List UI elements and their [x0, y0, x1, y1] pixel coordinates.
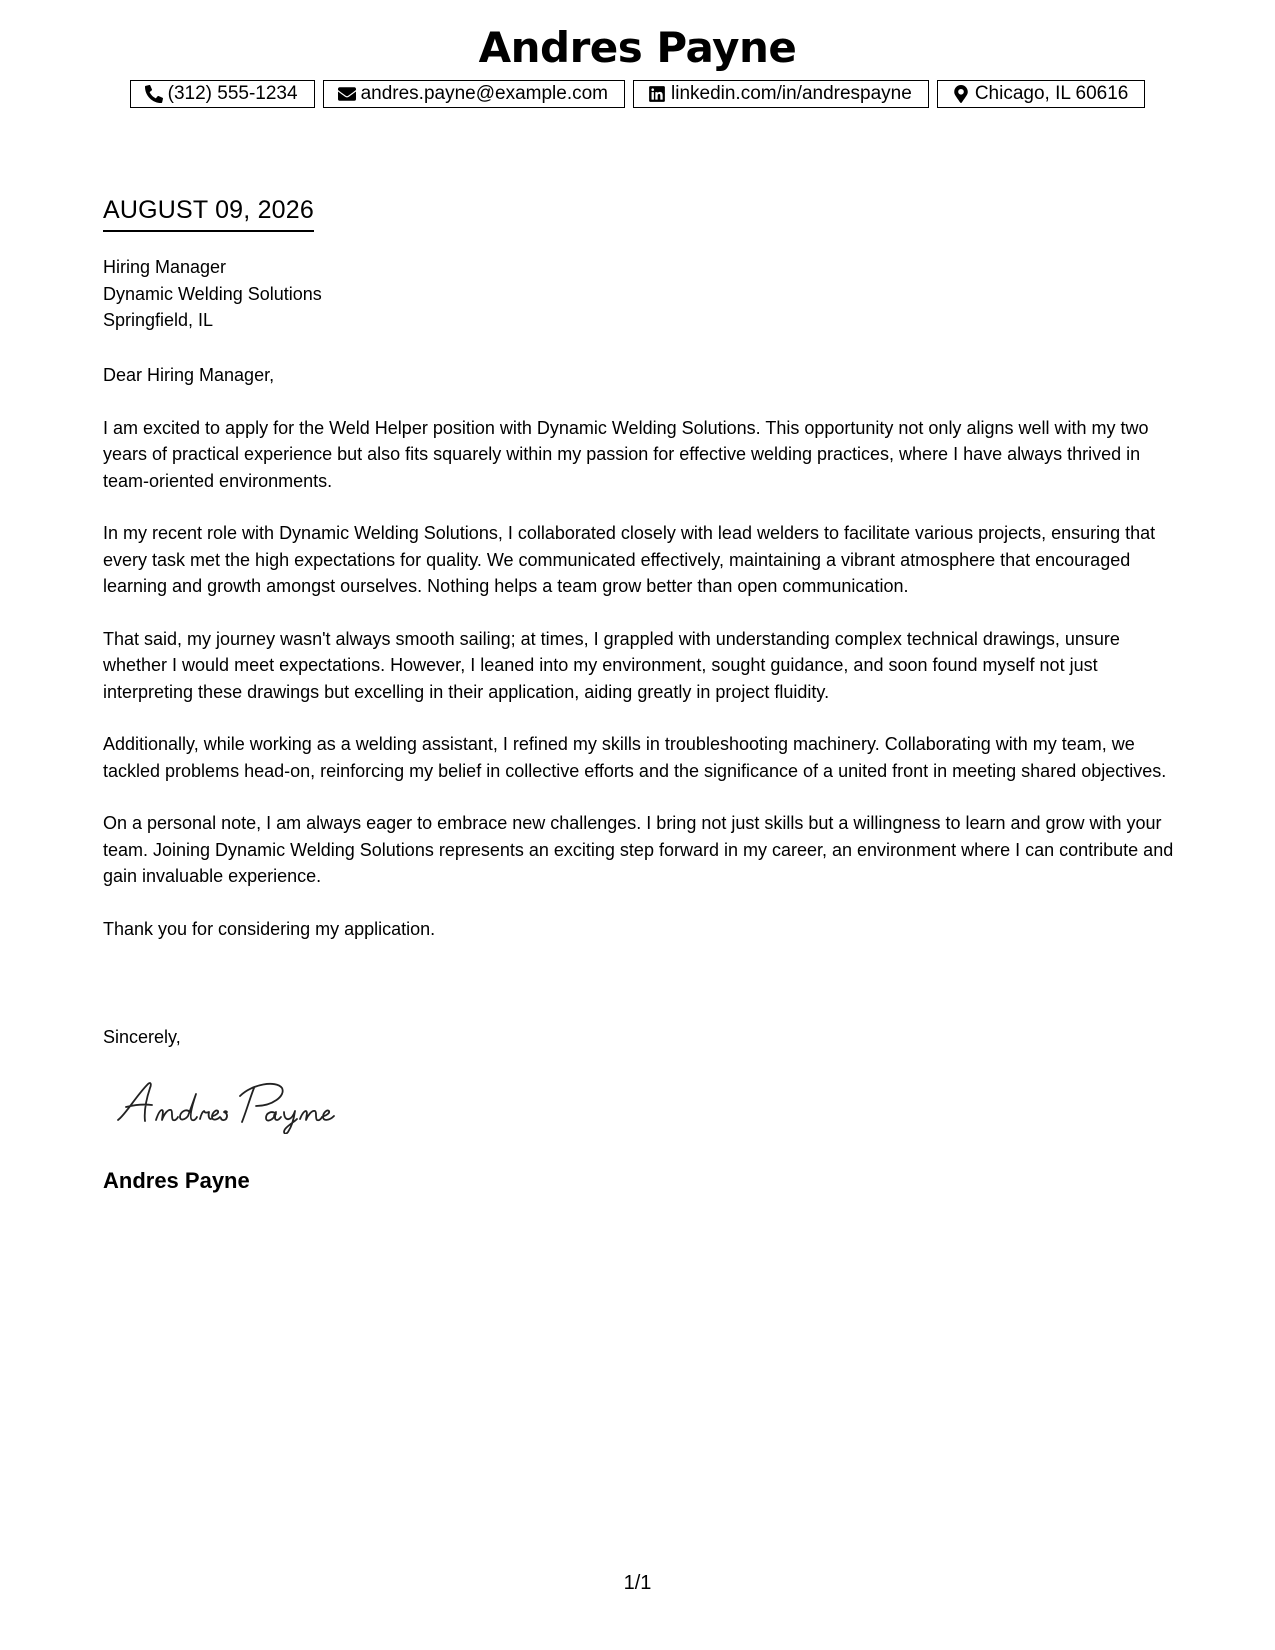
contact-phone	[130, 80, 315, 108]
signer-name: Andres Payne	[103, 1168, 250, 1193]
linkedin-icon	[648, 85, 666, 103]
contact-info-row	[0, 80, 1275, 108]
phone-icon	[145, 85, 163, 103]
body-paragraph: On a personal note, I am always eager to embrace new challenges. I bring not just skills but a willingness to learn and grow with your team. Joining Dynamic Welding Solutions represents an exciting step forward in my career, an environment where I can contribute and gain invaluable experience.	[103, 813, 1174, 886]
page-number: 1/1	[623, 1572, 652, 1594]
map-marker-icon	[952, 85, 970, 103]
closing-line: Sincerely,	[103, 1027, 181, 1047]
recipient-company: Dynamic Welding Solutions	[103, 283, 322, 304]
contact-email	[323, 80, 625, 108]
body-paragraph: I am excited to apply for the Weld Helper position with Dynamic Welding Solutions. This opportunity not only aligns well with my two years of practical experience but also fits squarely within my passion for effective welding practices, where I have always thrived in team-oriented environments.	[103, 417, 1149, 491]
recipient-title: Hiring Manager	[103, 257, 227, 277]
phone-text: (312) 555-1234	[167, 83, 298, 104]
email-text: andres.payne@example.com	[360, 83, 608, 104]
salutation: Dear Hiring Manager,	[103, 365, 275, 385]
location-text: Chicago, IL 60616	[974, 83, 1129, 104]
applicant-name-heading: Andres Payne	[478, 23, 797, 72]
handwritten-signature	[112, 1074, 362, 1134]
letter-date: AUGUST 09, 2026	[103, 194, 314, 232]
letter-body	[103, 362, 1183, 968]
body-paragraph: That said, my journey wasn't always smooth sailing; at times, I grappled with understanding complex technical drawings, unsure whether I would meet expectations. However, I leaned into my environment, sought guidance, and soon found myself not just interpreting these drawings but excelling in their application, aiding greatly in project fluidity.	[103, 628, 1120, 702]
body-paragraph: Additionally, while working as a welding assistant, I refined my skills in troubleshooting machinery. Collaborating with my team, we tackled problems head-on, reinforcing my belief in collective efforts and the significance of a united front in meeting shared objectives.	[103, 734, 1167, 781]
body-paragraph: In my recent role with Dynamic Welding Solutions, I collaborated closely with lead welders to facilitate various projects, ensuring that every task met the high expectations for quality. We communicated effectively, maintaining a vibrant atmosphere that encouraged learning and growth amongst ourselves. Nothing helps a team grow better than open communication.	[103, 523, 1156, 596]
linkedin-text: linkedin.com/in/andrespayne	[671, 83, 912, 104]
recipient-block	[103, 254, 322, 334]
envelope-icon	[338, 85, 356, 103]
contact-location	[937, 80, 1146, 108]
thank-you-paragraph: Thank you for considering my application.	[103, 918, 436, 939]
contact-linkedin	[633, 80, 929, 108]
recipient-location: Springfield, IL	[103, 310, 214, 330]
